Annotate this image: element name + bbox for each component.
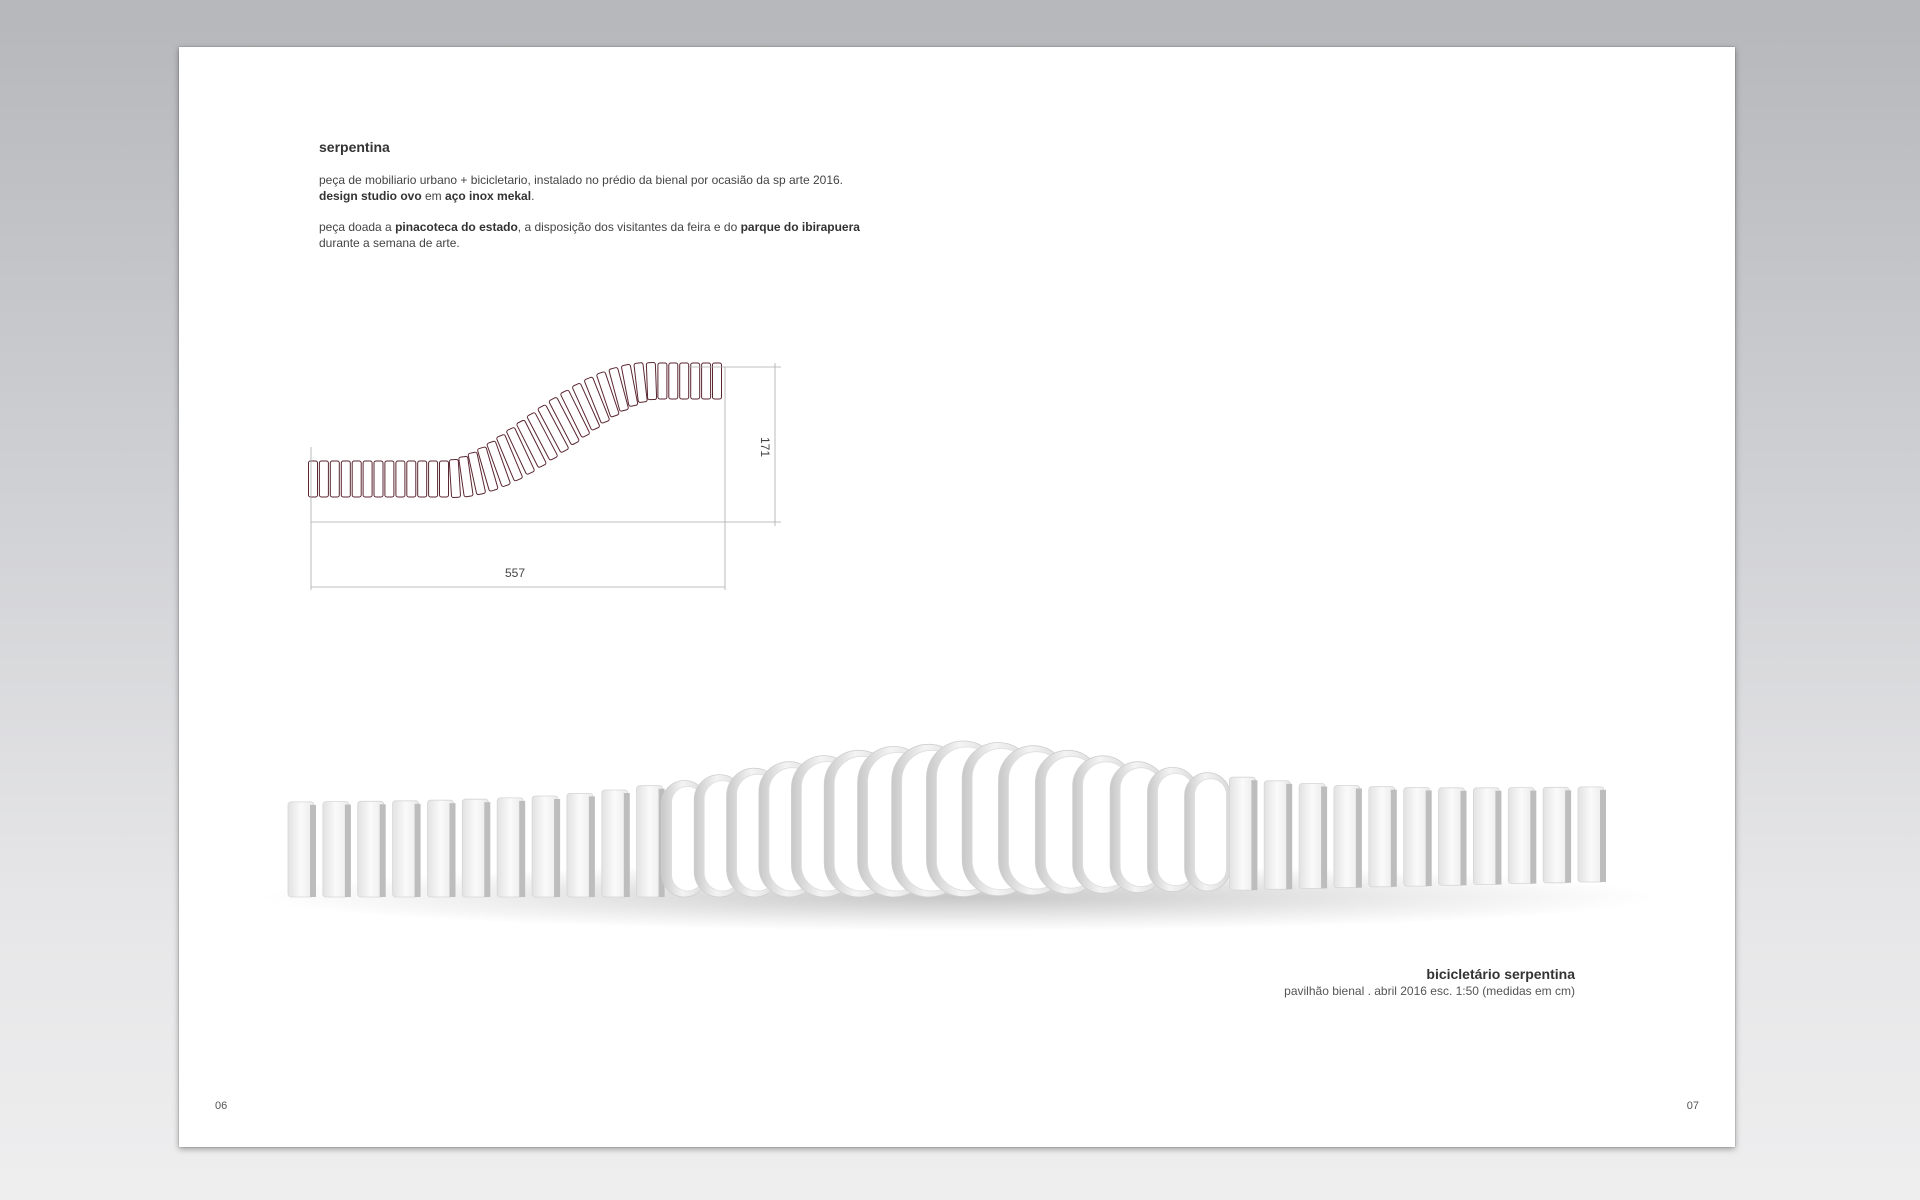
plan-loop (429, 461, 438, 497)
plan-loop (468, 452, 486, 495)
plan-loop (702, 363, 711, 399)
plan-loop (341, 461, 350, 497)
plan-loop (449, 459, 460, 497)
plan-loop (309, 461, 318, 497)
render-panel-edge (1426, 791, 1432, 887)
plan-loop (363, 461, 372, 497)
render-panel-edge (450, 803, 456, 897)
render-panel-edge (1495, 791, 1501, 885)
book-spread (179, 47, 1735, 1147)
render-panel-edge (345, 805, 351, 897)
plan-loop (669, 363, 678, 399)
render-rings (288, 741, 1606, 897)
description-paragraph-1: peça de mobiliario urbano + bicicletario, instalado no prédio da bienal por ocasião da sp arte 2016. design studio ovo em aço inox mekal. (319, 173, 844, 203)
render-panel-edge (1565, 790, 1571, 883)
plan-loop (691, 363, 700, 399)
render-panel-edge (310, 805, 316, 897)
render-panel-edge (484, 802, 490, 897)
height-dimension-label: 171 (758, 436, 772, 458)
caption-title: bicicletário serpentina (1426, 966, 1575, 982)
park-name: parque do ibirapuera (740, 220, 860, 234)
render-panel-edge (1530, 791, 1536, 884)
render-panel-edge (519, 801, 525, 897)
render-panel-edge (624, 793, 630, 897)
plan-loop (319, 461, 328, 497)
plan-drawing (309, 307, 919, 580)
plan-loop (407, 461, 416, 497)
render-panel-edge (1391, 790, 1397, 887)
image-caption (1284, 965, 1575, 999)
render-panel-edge (554, 799, 560, 897)
plan-loop (396, 461, 405, 497)
museum-name: pinacoteca do estado (395, 220, 518, 234)
plan-loop (713, 363, 722, 399)
render-panel-edge (1251, 780, 1257, 890)
render-panel-edge (1286, 784, 1292, 890)
plan-loop (459, 456, 474, 497)
plan-loop (646, 362, 656, 399)
plan-loop (330, 461, 339, 497)
render-image (209, 667, 1709, 967)
description-paragraph-2: peça doada a pinacoteca do estado, a disposição dos visitantes da feira e do parque do ibirapuera durante a semana de arte. (319, 220, 860, 250)
plan-loop (680, 363, 689, 399)
render-panel-edge (1461, 791, 1467, 886)
material-name: aço inox mekal (445, 189, 532, 203)
render-panel-edge (1356, 789, 1362, 888)
render-panel-edge (415, 804, 421, 897)
plan-loop (352, 461, 361, 497)
plan-loop (440, 461, 449, 497)
plan-loop (658, 363, 667, 399)
plan-loop (560, 390, 590, 438)
plan-loop (621, 364, 638, 406)
page-number-right: 07 (1686, 1100, 1699, 1112)
render-panel-edge (589, 796, 595, 897)
render-ring-inner (1195, 779, 1227, 885)
project-title: serpentina (319, 139, 390, 155)
render-panel-edge (1321, 787, 1327, 889)
page-number-left: 06 (215, 1100, 228, 1112)
caption-subtitle: pavilhão bienal . abril 2016 esc. 1:50 (medidas em cm) (1284, 984, 1575, 998)
render-panel-edge (380, 804, 386, 897)
render-panel-edge (1600, 790, 1606, 882)
plan-loops (309, 362, 722, 497)
width-dimension-label: 557 (504, 566, 526, 580)
plan-loop (418, 461, 427, 497)
plan-loop (374, 461, 383, 497)
designer-name: design studio ovo (319, 189, 422, 203)
plan-loop (385, 461, 394, 497)
